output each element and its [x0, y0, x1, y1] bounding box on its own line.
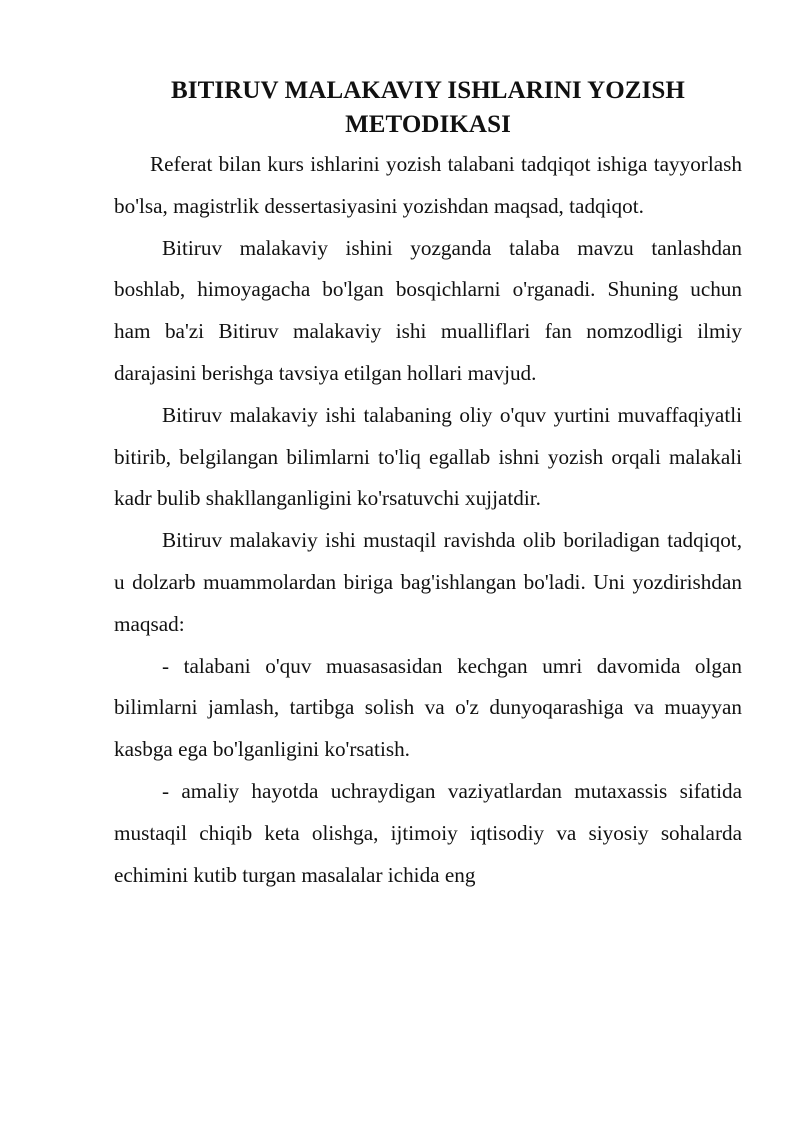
paragraph-purpose: Bitiruv malakaviy ishi mustaqil ravishda olib boriladigan tadqiqot, u dolzarb muammolardan biriga bag'ishlangan bo'ladi. Uni yozdirishdan maqsad:: [114, 528, 742, 636]
list-item-practice: - amaliy hayotda uchraydigan vaziyatlardan mutaxassis sifatida mustaqil chiqib keta olishga, ijtimoiy iqtisodiy va siyosiy sohalarda echimini kutib turgan masalalar ichida eng: [114, 778, 742, 887]
document-page: [114, 74, 742, 896]
paragraph-qualification: Bitiruv malakaviy ishi talabaning oliy o'quv yurtini muvaffaqiyatli bitirib, belgilangan bilimlarni to'liq egallab ishni yozish orqali malakali kadr bulib shakllanganligini ko'rsatuvchi xujjatdir.: [114, 402, 742, 511]
list-item-knowledge: - talabani o'quv muasasasidan kechgan umri davomida olgan bilimlarni jamlash, tartibga solish va o'z dunyoqarashiga va muayyan kasbga ega bo'lganligini ko'rsatish.: [114, 653, 742, 762]
document-title: [114, 74, 742, 142]
document-title-line-2: METODIKASI: [345, 111, 511, 138]
document-title-line-1: BITIRUV MALAKAVIY ISHLARINI YOZISH: [171, 77, 685, 104]
paragraph-stages: Bitiruv malakaviy ishini yozganda talaba mavzu tanlashdan boshlab, himoyagacha bo'lgan bosqichlarni o'rganadi. Shuning uchun ham ba'zi Bitiruv malakaviy ishi mualliflari fan nomzodligi ilmiy darajasini berishga tavsiya etilgan hollari mavjud.: [114, 235, 742, 385]
paragraph-intro: Referat bilan kurs ishlarini yozish talabani tadqiqot ishiga tayyorlash bo'lsa, magistrlik dessertasiyasini yozishdan maqsad, tadqiqot.: [114, 152, 742, 218]
